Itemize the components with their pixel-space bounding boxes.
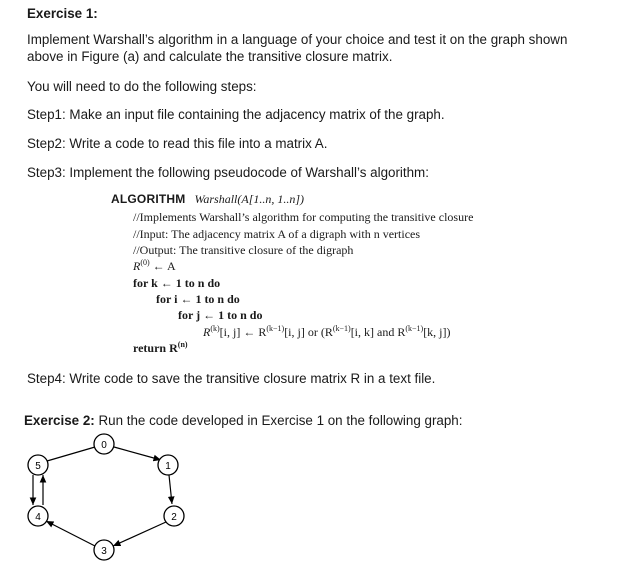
algo-R: R xyxy=(133,259,141,273)
edge-2-3 xyxy=(113,522,166,546)
algo-update-d: [k, j]) xyxy=(423,325,451,339)
algo-sup-km1: (k−1) xyxy=(405,324,424,333)
algo-update-a: [i, j] ← R xyxy=(219,325,267,339)
algo-sup-km1: (k−1) xyxy=(266,324,285,333)
exercise1-intro-line1: Implement Warshall’s algorithm in a language of your choice and test it on the graph shown xyxy=(27,32,568,47)
exercise1-heading: Exercise 1: xyxy=(27,6,98,21)
graph-node-label-3: 3 xyxy=(101,546,107,557)
exercise1-intro-line2: above in Figure (a) and calculate the transitive closure matrix. xyxy=(27,49,393,64)
graph-node-label-0: 0 xyxy=(101,440,107,451)
graph-node-label-4: 4 xyxy=(35,512,41,523)
step1-text: Step1: Make an input file containing the adjacency matrix of the graph. xyxy=(27,107,445,122)
algo-R: R xyxy=(203,325,211,339)
step3-text: Step3: Implement the following pseudocode of Warshall’s algorithm: xyxy=(27,165,429,180)
algo-sup-0: (0) xyxy=(140,258,150,267)
algorithm-loop-j: for j ← 1 to n do xyxy=(178,308,263,322)
algo-sup-k: (k) xyxy=(210,324,220,333)
edge-0-5 xyxy=(47,447,95,461)
algorithm-loop-k: for k ← 1 to n do xyxy=(133,276,221,290)
algo-init-assign: ← A xyxy=(152,259,176,273)
algorithm-keyword: ALGORITHM xyxy=(111,192,186,206)
step4-text: Step4: Write code to save the transitive closure matrix R in a text file. xyxy=(27,371,436,386)
steps-intro: You will need to do the following steps: xyxy=(27,79,257,94)
algorithm-loop-i: for i ← 1 to n do xyxy=(156,292,240,306)
edge-1-2 xyxy=(169,475,172,504)
step2-text: Step2: Write a code to read this file into a matrix A. xyxy=(27,136,328,151)
algorithm-comment2: //Input: The adjacency matrix A of a digraph with n vertices xyxy=(133,227,421,241)
exercise2-text: Run the code developed in Exercise 1 on the following graph: xyxy=(94,413,463,428)
graph-node-label-1: 1 xyxy=(165,461,171,472)
edge-0-1 xyxy=(114,447,161,460)
graph-node-label-2: 2 xyxy=(171,512,177,523)
algorithm-name: Warshall(A[1..n, 1..n]) xyxy=(194,192,305,206)
algo-return-label: return R xyxy=(133,341,178,355)
algo-sup-n: (n) xyxy=(177,340,188,349)
edge-3-4 xyxy=(46,521,95,546)
algo-update-c: [i, k] and R xyxy=(350,325,406,339)
graph-node-label-5: 5 xyxy=(35,461,41,472)
algorithm-comment1: //Implements Warshall’s algorithm for computing the transitive closure xyxy=(133,210,474,224)
algorithm-comment3: //Output: The transitive closure of the digraph xyxy=(133,243,354,257)
algo-sup-km1: (k−1) xyxy=(332,324,351,333)
exercise2-heading: Exercise 2: xyxy=(24,413,95,428)
algo-update-b: [i, j] or (R xyxy=(284,325,333,339)
